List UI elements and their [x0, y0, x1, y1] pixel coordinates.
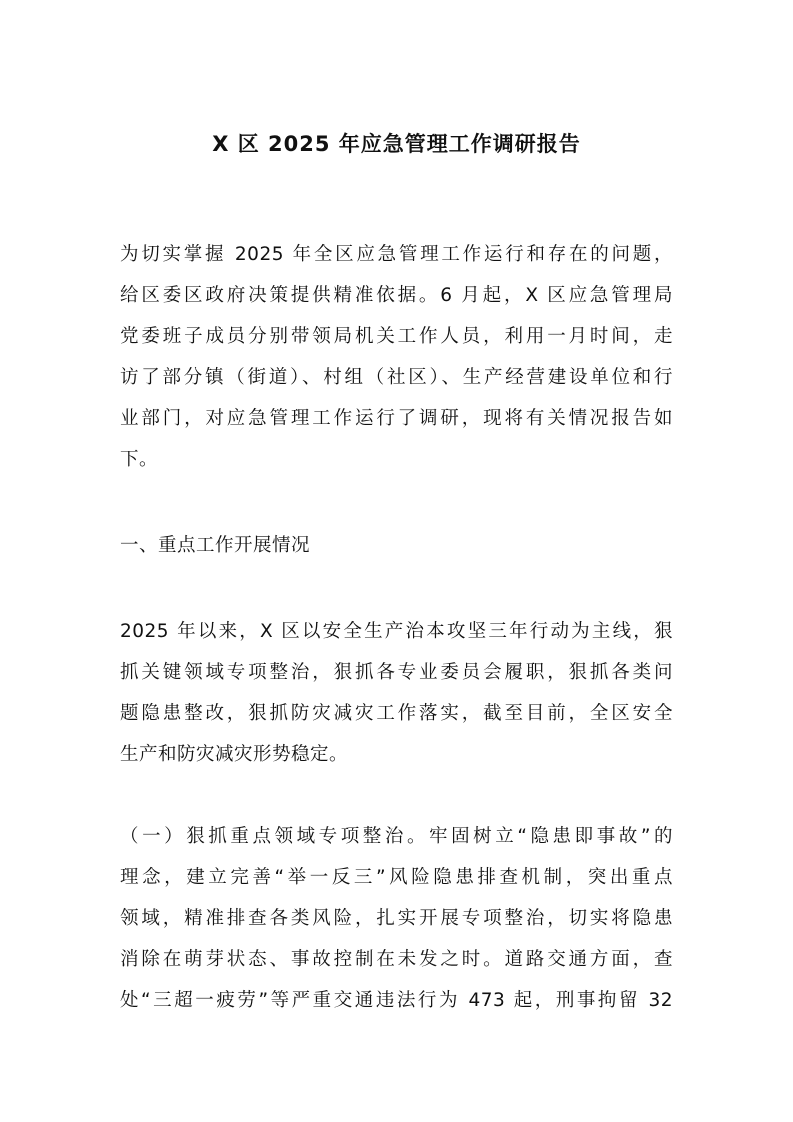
subsection1-line: 处“三超一疲劳”等严重交通违法行为 473 起，刑事拘留 32	[120, 990, 673, 1011]
section-heading: 一、重点工作开展情况	[120, 535, 311, 556]
intro-line: 下。	[120, 449, 159, 470]
intro-line: 业部门，对应急管理工作运行了调研，现将有关情况报告如	[120, 408, 673, 429]
subsection1-line: （一）狠抓重点领域专项整治。牢固树立“隐患即事故”的	[120, 826, 673, 847]
section1-line: 题隐患整改，狠抓防灾减灾工作落实，截至目前，全区安全	[120, 703, 673, 724]
section1-line: 抓关键领域专项整治，狠抓各专业委员会履职，狠抓各类问	[120, 662, 673, 683]
section1-line: 生产和防灾减灾形势稳定。	[120, 744, 349, 765]
subsection1-line: 消除在萌芽状态、事故控制在未发之时。道路交通方面，查	[120, 949, 673, 970]
intro-line: 给区委区政府决策提供精准依据。6 月起，X 区应急管理局	[120, 285, 673, 306]
document-title: X 区 2025 年应急管理工作调研报告	[212, 132, 581, 156]
subsection1-line: 理念，建立完善“举一反三”风险隐患排查机制，突出重点	[120, 867, 673, 888]
intro-line: 访了部分镇（街道）、村组（社区）、生产经营建设单位和行	[120, 367, 673, 388]
section1-line: 2025 年以来，X 区以安全生产治本攻坚三年行动为主线，狠	[120, 621, 673, 642]
intro-line: 为切实掌握 2025 年全区应急管理工作运行和存在的问题，	[120, 244, 673, 265]
subsection1-line: 领域，精准排查各类风险，扎实开展专项整治，切实将隐患	[120, 908, 673, 929]
intro-line: 党委班子成员分别带领局机关工作人员，利用一月时间，走	[120, 326, 673, 347]
